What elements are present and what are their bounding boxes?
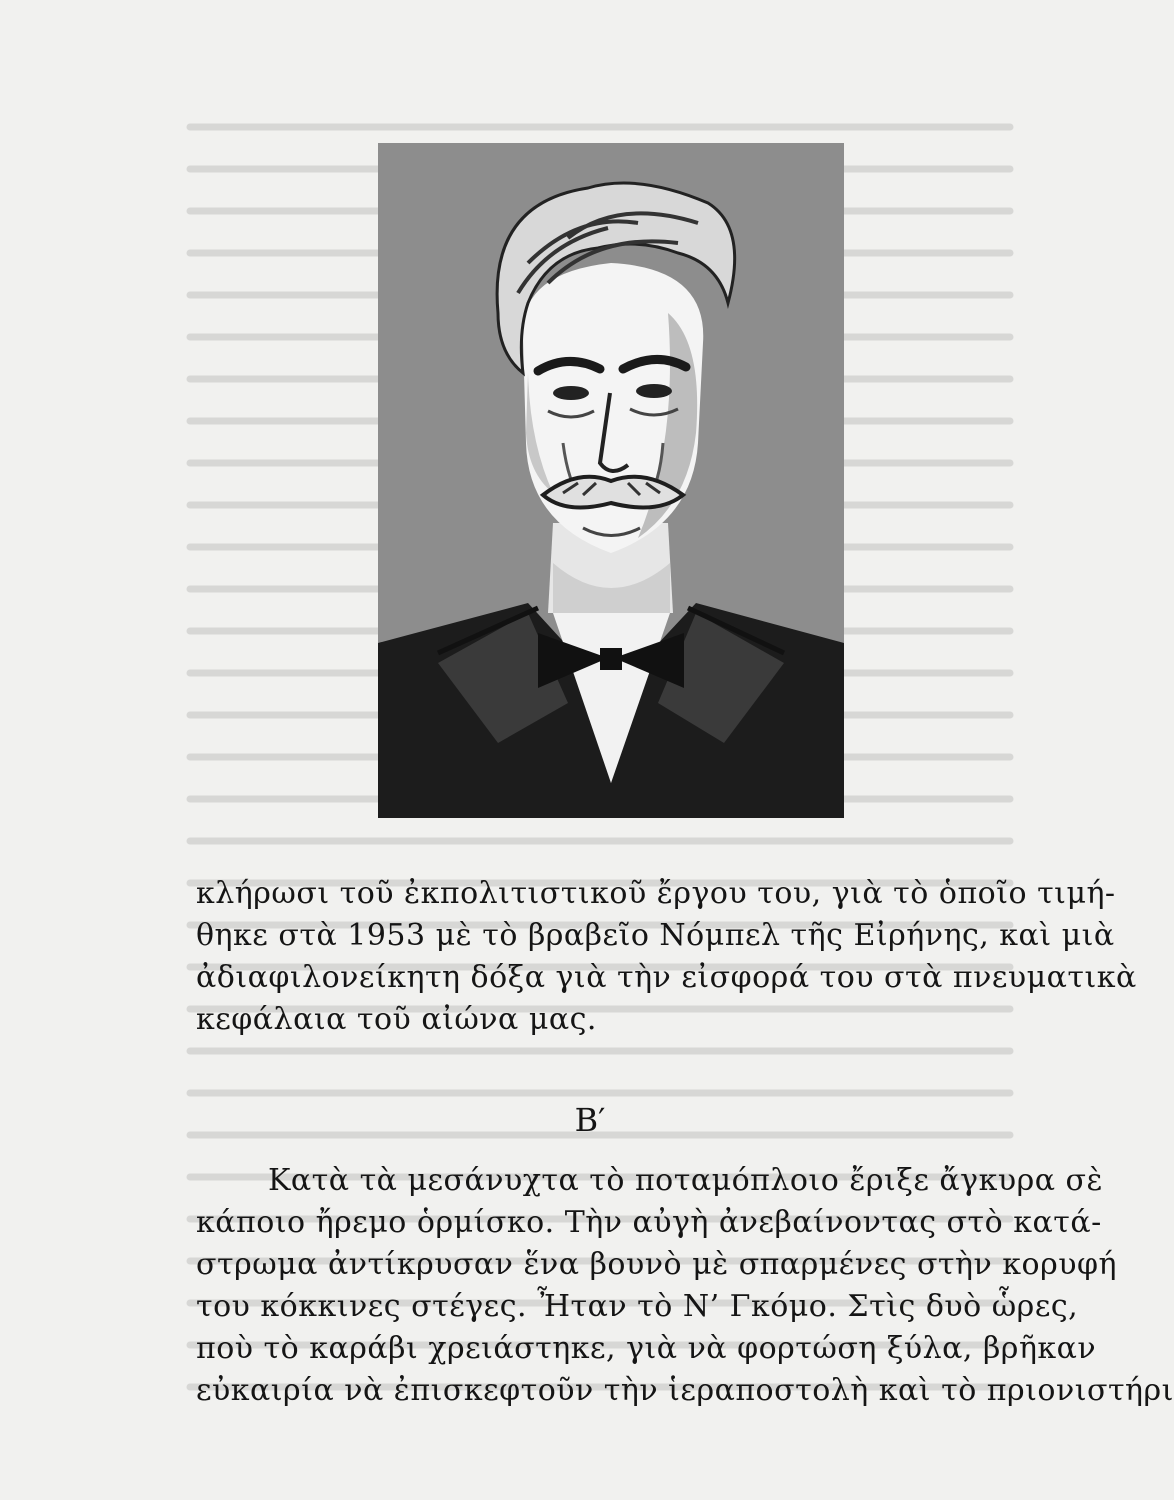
text-line: κεφάλαια τοῦ αἰώνα μας. [196, 1002, 597, 1037]
text-line: στρωμα ἀντίκρυσαν ἕνα βουνὸ μὲ σπαρμένες στὴν κορυφή [196, 1247, 1117, 1282]
section-heading: Β′ [574, 1101, 606, 1139]
paragraph-continuation [196, 873, 1137, 1041]
text-line: Κατὰ τὰ μεσάνυχτα τὸ ποταμόπλοιο ἔριξε ἄγκυρα σὲ [268, 1163, 1104, 1198]
portrait-engraving-icon [378, 143, 844, 818]
portrait-illustration [378, 143, 844, 818]
text-line: ἀδιαφιλονείκητη δόξα γιὰ τὴν εἰσφορά του στὰ πνευματικὰ [196, 960, 1137, 995]
text-line: εὐκαιρία νὰ ἐπισκεφτοῦν τὴν ἱεραποστολὴ καὶ τὸ πριονιστήρι [196, 1373, 1174, 1408]
text-line: κλήρωσι τοῦ ἐκπολιτιστικοῦ ἔργου του, γιὰ τὸ ὁποῖο τιμή- [196, 876, 1116, 911]
text-line: ποὺ τὸ καράβι χρειάστηκε, γιὰ νὰ φορτώση ξύλα, βρῆκαν [196, 1331, 1097, 1366]
text-line: θηκε στὰ 1953 μὲ τὸ βραβεῖο Νόμπελ τῆς Εἰρήνης, καὶ μιὰ [196, 918, 1115, 953]
text-line: του κόκκινες στέγες. Ἦταν τὸ Ν’ Γκόμο. Στὶς δυὸ ὧρες, [196, 1289, 1079, 1324]
text-line: κάποιο ἤρεμο ὁρμίσκο. Τὴν αὐγὴ ἀνεβαίνοντας στὸ κατά- [196, 1205, 1102, 1240]
paragraph-section-b [196, 1160, 1174, 1412]
